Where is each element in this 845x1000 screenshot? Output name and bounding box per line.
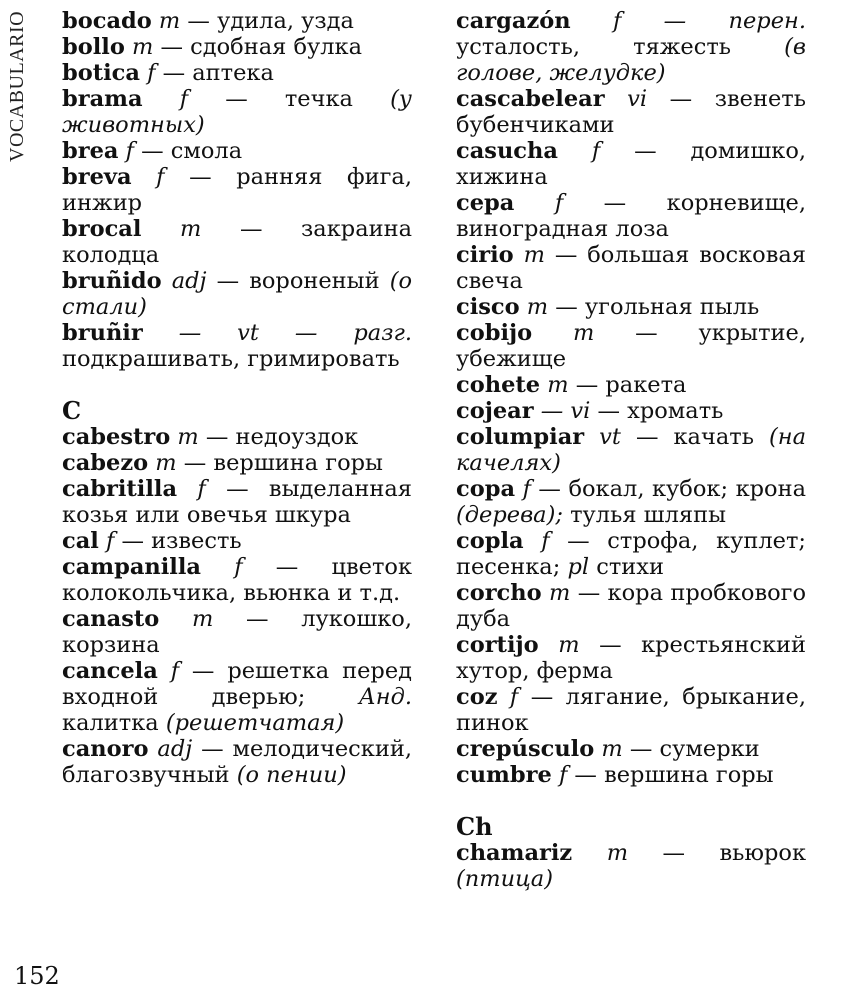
grammar-label: m [177, 424, 199, 450]
dictionary-entry [62, 164, 412, 216]
dictionary-entry [456, 840, 806, 892]
grammar-label: m [572, 320, 595, 346]
headword: cirio [456, 242, 514, 268]
grammar-label: f [147, 60, 156, 86]
grammar-label: m [180, 216, 202, 242]
usage-note: (о пении) [236, 762, 347, 788]
dictionary-entry [456, 762, 806, 788]
headword: cabezo [62, 450, 149, 476]
grammar-label: f [558, 762, 568, 788]
headword: casucha [456, 138, 558, 164]
definition: — хромать [597, 398, 724, 424]
dictionary-entry [62, 138, 412, 164]
dictionary-entry [62, 424, 412, 450]
headword: bollo [62, 34, 125, 60]
letter-heading: Ch [456, 812, 493, 841]
grammar-label: f [234, 554, 243, 580]
grammar-label: f [170, 658, 180, 684]
definition: — выделанная козья или овечья шкура [62, 476, 412, 528]
definition: — вьюрок [662, 840, 807, 866]
grammar-label: f [197, 476, 206, 502]
dictionary-entry [62, 86, 412, 138]
grammar-label: m [523, 242, 545, 268]
definition: — бокал, кубок; крона [538, 476, 806, 502]
headword: corcho [456, 580, 542, 606]
definition: — удила, узда [187, 8, 354, 34]
headword: crepúsculo [456, 736, 595, 762]
usage-note: (о стали) [62, 268, 413, 320]
headword: cohete [456, 372, 541, 398]
dictionary-entry [456, 424, 806, 476]
grammar-label: m [132, 34, 154, 60]
definition: — недоуздок [205, 424, 359, 450]
definition: — мелодический, благозвучный [62, 736, 412, 788]
dictionary-entry [456, 736, 806, 762]
dictionary-entry [62, 476, 412, 528]
grammar-label: m [547, 372, 569, 398]
headword: cabestro [62, 424, 171, 450]
definition: — вершина горы [183, 450, 383, 476]
headword: cepa [456, 190, 515, 216]
headword: cojear [456, 398, 534, 424]
headword: cancela [62, 658, 158, 684]
headword: brama [62, 86, 143, 112]
headword: columpiar [456, 424, 585, 450]
grammar-label: m [526, 294, 549, 320]
dictionary-entry [62, 736, 412, 788]
grammar-label: m [191, 606, 214, 632]
definition-extra: калитка [62, 710, 159, 736]
grammar-label: adj [157, 736, 193, 762]
definition: — лукошко, корзина [62, 606, 413, 658]
headword: cortijo [456, 632, 539, 658]
dictionary-entry [62, 34, 412, 60]
definition: — большая восковая свеча [456, 242, 806, 294]
dictionary-entry [456, 320, 806, 372]
usage-note: (птица) [456, 866, 553, 892]
headword: cascabelear [456, 86, 605, 112]
grammar-label: f [179, 86, 189, 112]
headword: cal [62, 528, 99, 554]
dictionary-entry [62, 8, 412, 34]
headword: campanilla [62, 554, 201, 580]
grammar-label: — vt — разг. [178, 320, 412, 346]
left-column [62, 8, 412, 788]
definition: подкрашивать, гримировать [62, 346, 400, 372]
grammar-label: f [125, 138, 134, 164]
grammar-label: f [156, 164, 165, 190]
grammar-label: adj [171, 268, 207, 294]
definition: — закраина колодца [62, 216, 413, 268]
grammar-label: f [105, 528, 115, 554]
dictionary-entry [456, 190, 806, 242]
dictionary-entry [456, 476, 806, 528]
headword: cobijo [456, 320, 533, 346]
dictionary-entry [456, 684, 806, 736]
headword: breva [62, 164, 132, 190]
headword: cabritilla [62, 476, 178, 502]
dictionary-entry [456, 398, 806, 424]
headword: copa [456, 476, 516, 502]
definition: — известь [121, 528, 242, 554]
definition: — укрытие, убежище [456, 320, 806, 372]
grammar-label: vt [599, 424, 621, 450]
definition: — звенеть бубенчиками [456, 86, 806, 138]
dictionary-entry [62, 528, 412, 554]
dictionary-entry [62, 320, 412, 372]
headword: cargazón [456, 8, 571, 34]
grammar-label: m [158, 8, 181, 34]
grammar-label: m [549, 580, 571, 606]
headword: botica [62, 60, 140, 86]
grammar-label: f [541, 528, 550, 554]
usage-note: pl [567, 554, 590, 580]
usage-note: (дерева); [456, 502, 563, 528]
grammar-label: m [155, 450, 177, 476]
definition: — качать [635, 424, 754, 450]
dictionary-entry [456, 294, 806, 320]
headword: canasto [62, 606, 160, 632]
definition: — аптека [162, 60, 274, 86]
definition: — строфа, куплет; песенка; [456, 528, 806, 580]
grammar-label: — vi [540, 398, 591, 424]
usage-note-extra: (решетчатая) [165, 710, 345, 736]
dictionary-entry [62, 658, 412, 736]
definition: усталость, тяжесть [456, 34, 732, 60]
dictionary-entry [456, 138, 806, 190]
dictionary-entry [62, 606, 412, 658]
grammar-label: f [591, 138, 601, 164]
headword: cisco [456, 294, 520, 320]
page-number: 152 [14, 962, 60, 990]
grammar-label: m [558, 632, 580, 658]
definition: — крестьянский хутор, ферма [456, 632, 807, 684]
definition: — решетка перед входной дверью; [62, 658, 412, 710]
right-column [456, 8, 806, 892]
headword: bruñido [62, 268, 162, 294]
dictionary-entry [62, 450, 412, 476]
definition: — сумерки [629, 736, 760, 762]
definition: — угольная пыль [555, 294, 760, 320]
definition: — цветок колокольчика, вьюнка и т.д. [62, 554, 413, 606]
usage-note: (на качелях) [456, 424, 807, 476]
dictionary-entry [456, 580, 806, 632]
grammar-label: f [554, 190, 564, 216]
usage-note: Анд. [358, 684, 413, 710]
grammar-label: f [509, 684, 519, 710]
definition: — ракета [575, 372, 687, 398]
grammar-label: m [606, 840, 629, 866]
headword: chamariz [456, 840, 573, 866]
definition: — сдобная булка [160, 34, 363, 60]
definition-extra: тулья шляпы [570, 502, 726, 528]
grammar-label: vi [627, 86, 648, 112]
dictionary-entry [62, 268, 412, 320]
letter-heading: C [62, 396, 82, 425]
headword: brea [62, 138, 119, 164]
definition: — кора пробкового дуба [456, 580, 806, 632]
definition: — лягание, брыкание, пинок [456, 684, 806, 736]
definition-extra: стихи [596, 554, 664, 580]
definition: — вершина горы [574, 762, 774, 788]
definition: — ранняя фига, инжир [62, 164, 412, 216]
grammar-label: f — перен. [612, 8, 806, 34]
grammar-label: m [601, 736, 623, 762]
definition: — смола [141, 138, 243, 164]
grammar-label: f [522, 476, 531, 502]
dictionary-entry [62, 554, 412, 606]
dictionary-entry [456, 86, 806, 138]
headword: bocado [62, 8, 152, 34]
headword: canoro [62, 736, 149, 762]
definition: — корневище, виноградная лоза [456, 190, 807, 242]
headword: cumbre [456, 762, 552, 788]
dictionary-entry [456, 8, 806, 86]
headword: coz [456, 684, 498, 710]
dictionary-entry [456, 528, 806, 580]
usage-note: (в голове, желудке) [456, 34, 806, 86]
headword: brocal [62, 216, 142, 242]
definition: — течка [225, 86, 353, 112]
headword: bruñir [62, 320, 143, 346]
section-label: VOCABULARIO [6, 10, 28, 162]
dictionary-entry [456, 242, 806, 294]
definition: — вороненый [216, 268, 380, 294]
dictionary-entry [62, 216, 412, 268]
dictionary-entry [456, 632, 806, 684]
dictionary-entry [456, 372, 806, 398]
headword: copla [456, 528, 524, 554]
dictionary-entry [62, 60, 412, 86]
usage-note: (у животных) [62, 86, 412, 138]
definition: — домишко, хижина [456, 138, 807, 190]
